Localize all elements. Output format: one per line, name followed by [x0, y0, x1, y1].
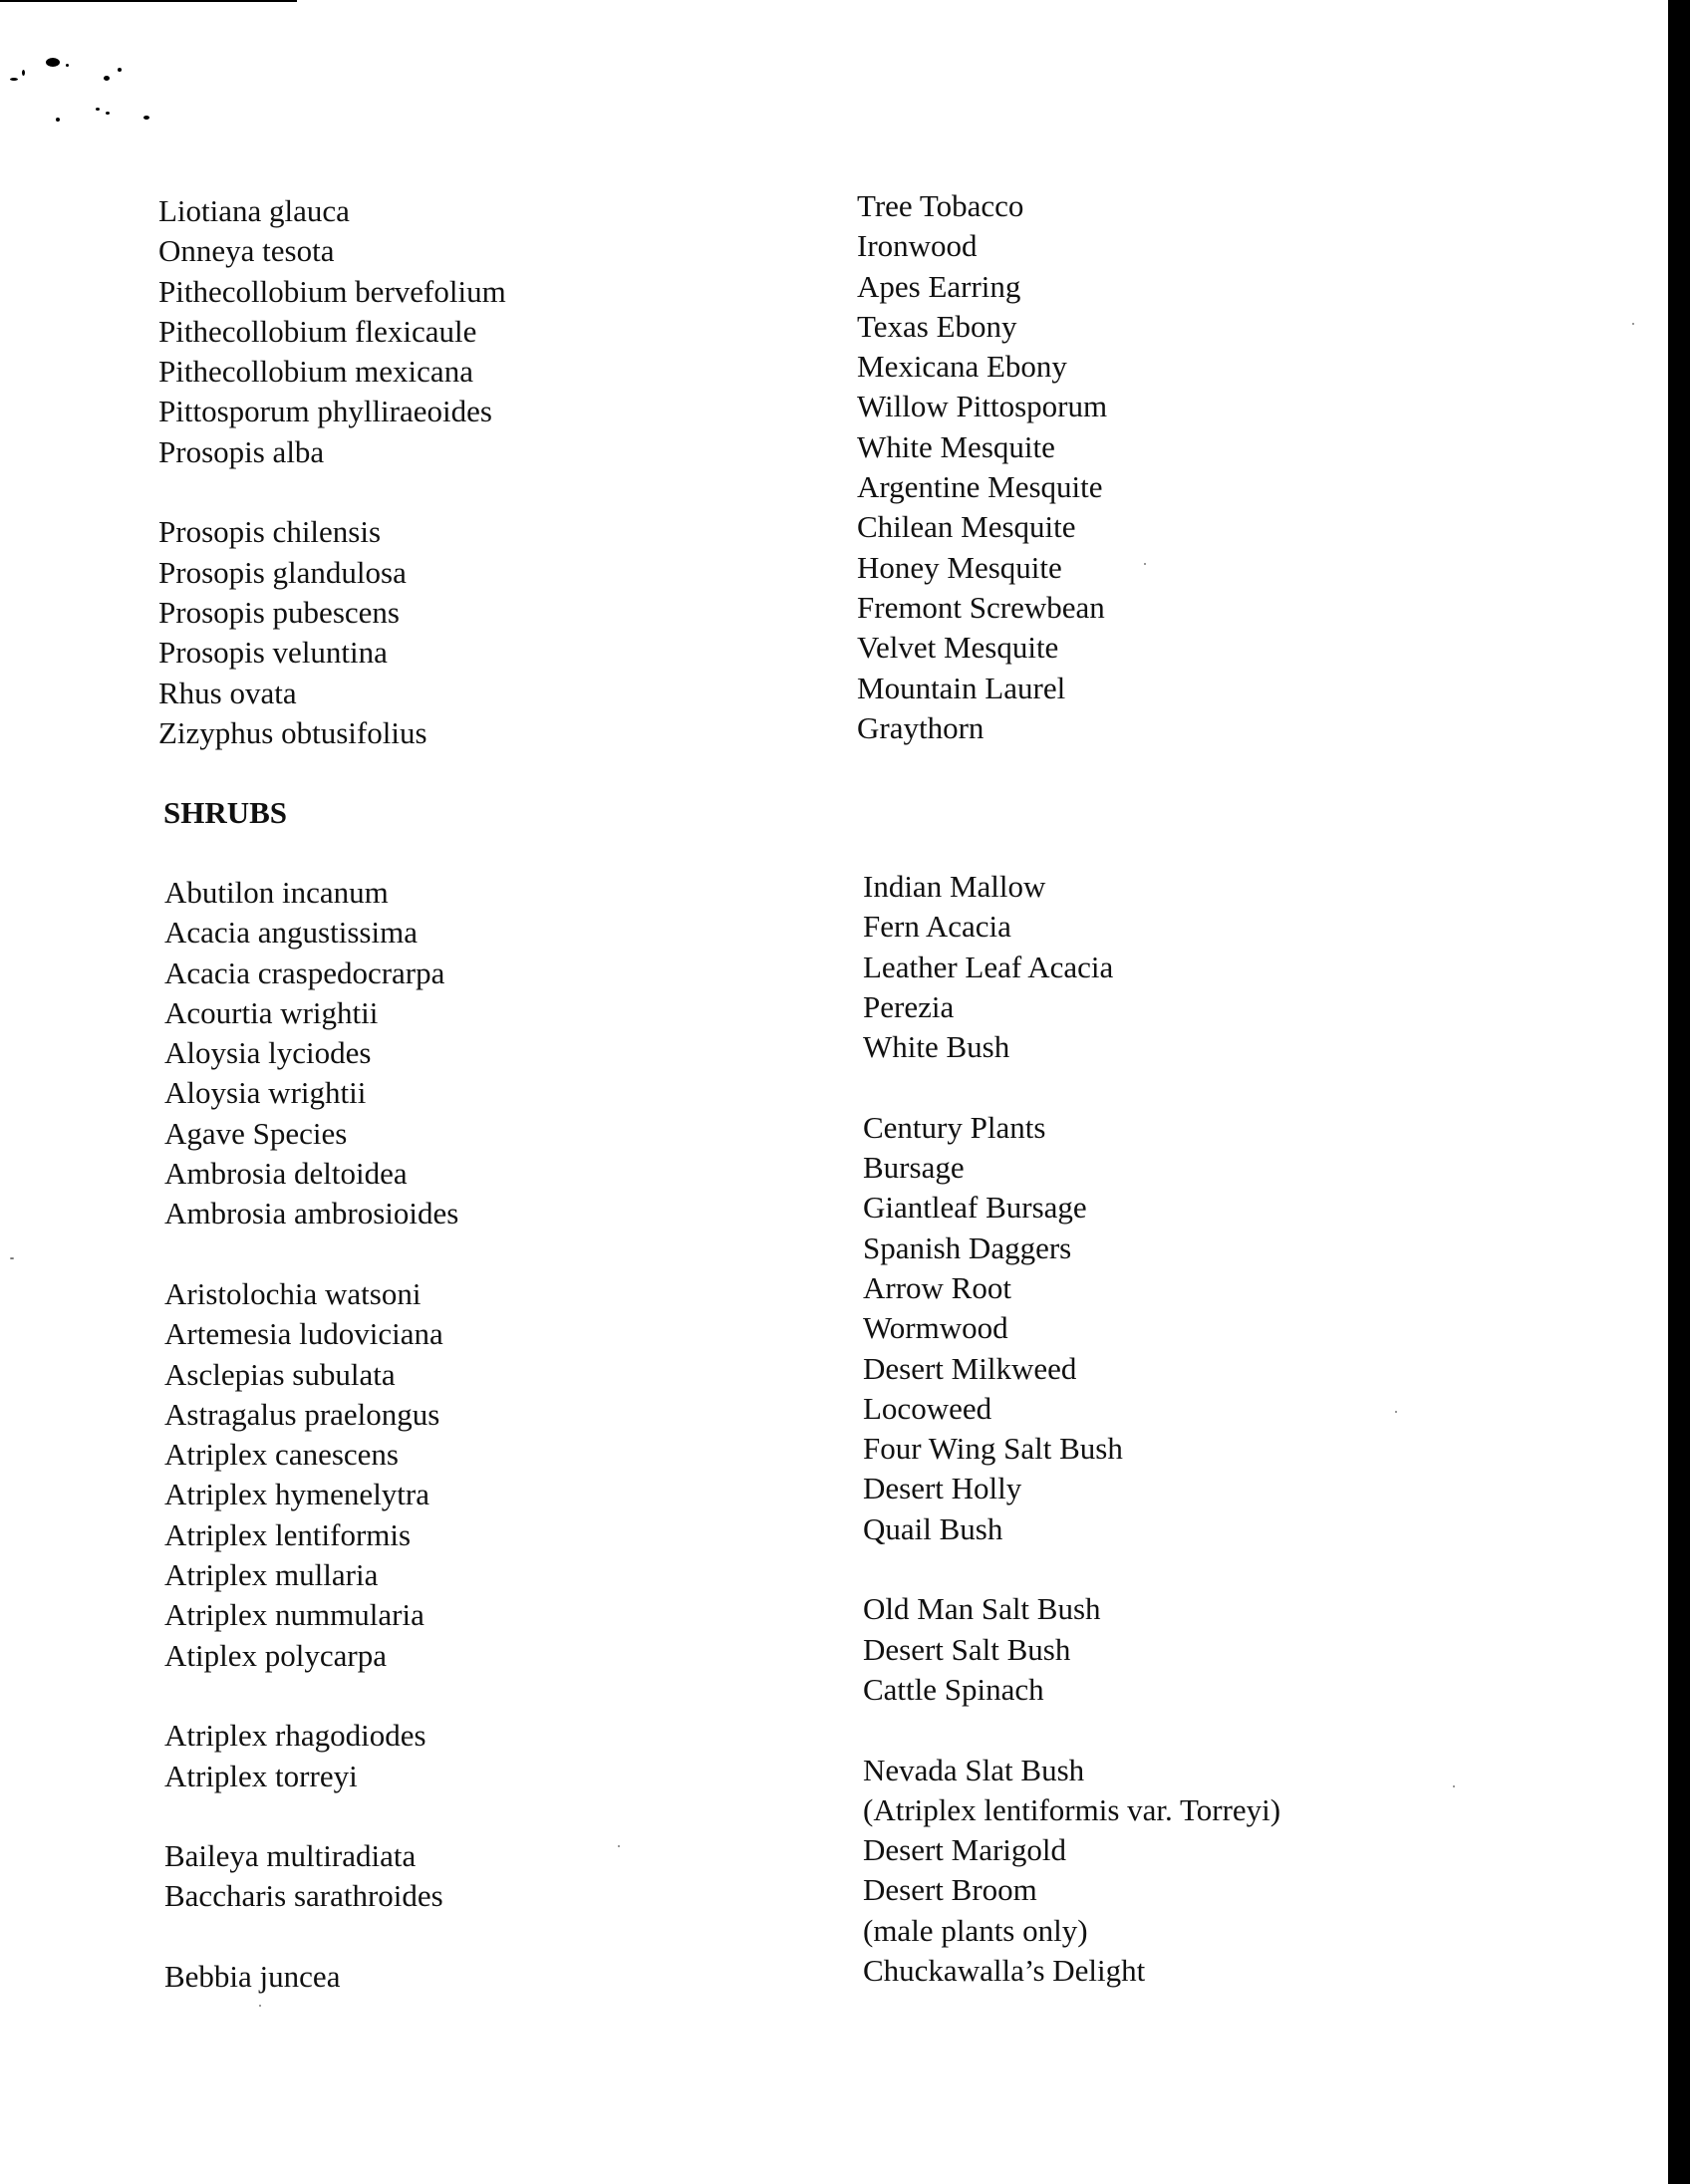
common-name: Fern Acacia [863, 909, 1011, 945]
blank-line [158, 472, 506, 512]
scientific-name: Pithecollobium mexicana [158, 354, 473, 390]
scientific-name: Acacia angustissima [164, 915, 418, 951]
common-name: Willow Pittosporum [857, 389, 1108, 424]
shrub-common-names-column [863, 867, 1280, 1991]
common-name: Desert Salt Bush [863, 1631, 1071, 1667]
scientific-name: Prosopis pubescens [158, 594, 400, 630]
scientific-name: Prosopis alba [158, 433, 325, 469]
blank-line [164, 1796, 458, 1836]
scan-top-rule [0, 0, 297, 2]
common-name: Desert Marigold [863, 1832, 1067, 1868]
section-heading-shrubs: SHRUBS [163, 795, 288, 830]
common-name: Chuckawalla’s Delight [863, 1953, 1146, 1989]
common-name: Quail Bush [863, 1510, 1003, 1546]
common-name: Four Wing Salt Bush [863, 1431, 1123, 1467]
scientific-name: Baccharis sarathroides [164, 1878, 443, 1914]
common-name: Velvet Mesquite [857, 630, 1059, 666]
common-name: Bursage [863, 1150, 965, 1186]
blank-line [863, 1710, 1280, 1750]
scientific-name: Atriplex hymenelytra [164, 1477, 429, 1512]
common-name: Graythorn [857, 709, 985, 745]
tree-common-names-column [857, 186, 1107, 748]
common-name: White Mesquite [857, 428, 1055, 464]
scientific-name: Acourtia wrightii [164, 994, 379, 1030]
scientific-name: Atriplex lentiformis [164, 1516, 412, 1552]
common-name: Tree Tobacco [857, 188, 1024, 223]
scientific-name: Pithecollobium flexicaule [158, 313, 477, 349]
scientific-name: Asclepias subulata [164, 1356, 396, 1392]
common-name: Arrow Root [863, 1269, 1011, 1305]
scientific-name: Abutilon incanum [164, 875, 389, 910]
blank-line [863, 1549, 1280, 1589]
common-name: Spanish Daggers [863, 1229, 1072, 1265]
scientific-name: Pithecollobium bervefolium [158, 273, 506, 309]
scientific-name: Ambrosia ambrosioides [164, 1196, 459, 1231]
scientific-name: Zizyphus obtusifolius [158, 714, 427, 750]
scientific-name: Aristolochia watsoni [164, 1275, 422, 1311]
common-name: White Bush [863, 1029, 1010, 1065]
scientific-name: Prosopis glandulosa [158, 554, 407, 590]
common-name: Honey Mesquite [857, 549, 1062, 585]
scientific-name: Atriplex mullaria [164, 1557, 379, 1593]
scientific-name: Baileya multiradiata [164, 1838, 417, 1874]
scientific-name: Artemesia ludoviciana [164, 1316, 443, 1352]
scientific-name: Rhus ovata [158, 675, 297, 710]
common-name: Desert Broom [863, 1872, 1037, 1908]
common-name: Texas Ebony [857, 308, 1017, 344]
shrub-scientific-names-column [164, 873, 458, 1997]
common-name: Indian Mallow [863, 869, 1046, 904]
scientific-name: Atriplex torreyi [164, 1758, 358, 1793]
scientific-name: Acacia craspedocrarpa [164, 955, 445, 990]
common-name: Desert Holly [863, 1471, 1022, 1506]
scientific-name: Onneya tesota [158, 233, 335, 269]
scientific-name: Pittosporum phylliraeoides [158, 394, 492, 429]
scientific-name: Bebbia juncea [164, 1959, 341, 1995]
common-name: Desert Milkweed [863, 1350, 1077, 1386]
scientific-name: Agave Species [164, 1115, 348, 1151]
common-name: Cattle Spinach [863, 1671, 1044, 1707]
common-name: Old Man Salt Bush [863, 1591, 1101, 1627]
common-name: Century Plants [863, 1109, 1046, 1145]
blank-line [164, 1234, 458, 1274]
tree-scientific-names-column [158, 191, 506, 753]
common-name: Ironwood [857, 228, 978, 264]
scientific-name: Atiplex polycarpa [164, 1637, 387, 1673]
scientific-name: Prosopis chilensis [158, 514, 382, 550]
scientific-name: Astragalus praelongus [164, 1396, 440, 1432]
common-name: Argentine Mesquite [857, 469, 1103, 505]
common-name: Locoweed [863, 1390, 992, 1426]
scientific-name: Ambrosia deltoidea [164, 1156, 408, 1192]
common-name: Chilean Mesquite [857, 509, 1076, 545]
scientific-name: Atriplex rhagodiodes [164, 1718, 426, 1754]
scientific-name: Atriplex nummularia [164, 1597, 424, 1633]
common-name: Apes Earring [857, 268, 1021, 304]
common-name: Mexicana Ebony [857, 349, 1067, 385]
common-name: (Atriplex lentiformis var. Torreyi) [863, 1791, 1281, 1827]
scientific-name: Prosopis veluntina [158, 635, 388, 671]
scan-right-edge [1668, 0, 1690, 2184]
common-name: Nevada Slat Bush [863, 1752, 1085, 1787]
common-name: (male plants only) [863, 1912, 1088, 1948]
common-name: Mountain Laurel [857, 670, 1066, 705]
scientific-name: Atriplex canescens [164, 1437, 399, 1473]
blank-line [164, 1676, 458, 1716]
blank-line [863, 1067, 1280, 1107]
scan-specks [0, 48, 169, 128]
common-name: Wormwood [863, 1310, 1008, 1346]
common-name: Perezia [863, 988, 955, 1024]
scientific-name: Liotiana glauca [158, 193, 350, 228]
common-name: Fremont Screwbean [857, 589, 1105, 625]
common-name: Leather Leaf Acacia [863, 949, 1114, 984]
scientific-name: Aloysia wrightii [164, 1075, 367, 1111]
common-name: Giantleaf Bursage [863, 1190, 1087, 1226]
blank-line [164, 1917, 458, 1957]
scientific-name: Aloysia lyciodes [164, 1035, 372, 1071]
